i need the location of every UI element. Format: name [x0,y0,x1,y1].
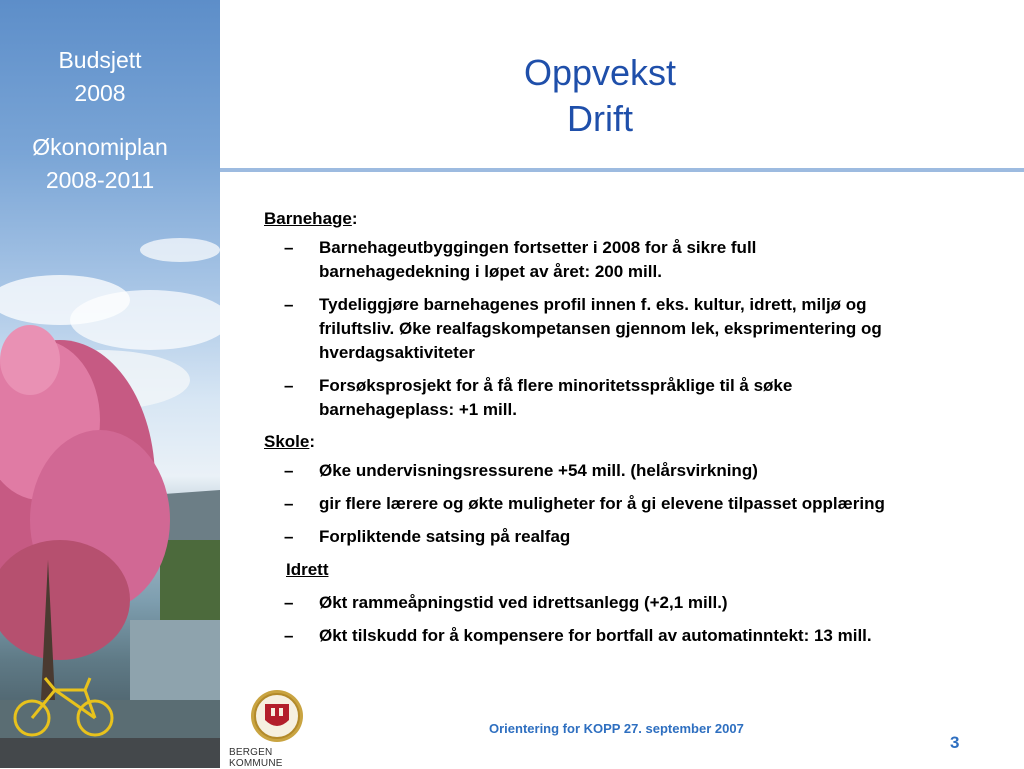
sidebar-subtitle-line-2: 2008-2011 [45,167,155,193]
list-item: – Øke undervisningsressurene +54 mill. (helårsvirkning) [264,459,994,483]
list-item: – Økt rammeåpningstid ved idrettsanlegg (+2,1 mill.) [264,591,994,615]
bullet-dash: – [284,593,294,612]
sidebar-subtitle-line-1: Økonomiplan [32,134,168,160]
bullet-dash: – [284,295,294,314]
slide-title-line-1: Oppvekst [523,52,677,93]
bullet-dash: – [284,527,294,546]
bullet-dash: – [284,626,294,645]
section-heading-barnehage: Barnehage: [264,209,358,228]
list-item: – Tydeliggjøre barnehagenes profil innen f. eks. kultur, idrett, miljø og friluftsliv. Øke realfagskompetansen gjennom lek, eksprimentering og hverdagsaktiviteter [284,295,882,362]
sidebar-title-line-2: 2008 [74,80,126,106]
bullet-dash: – [284,494,294,513]
title-divider [220,168,1024,172]
bullet-dash: – [284,238,294,257]
bullet-dash: – [284,376,294,395]
list-item: – Forpliktende satsing på realfag [264,525,994,549]
list-item: – Barnehageutbyggingen fortsetter i 2008 for å sikre full barnehagedekning i løpet av året: 200 mill. [284,238,757,281]
logo-label: BERGEN KOMMUNE [229,747,283,769]
list-item: – Økt tilskudd for å kompensere for bortfall av automatinntekt: 13 mill. [264,624,994,648]
slide-title-line-2: Drift [567,98,633,139]
sidebar-title-line-1: Budsjett [58,47,142,73]
footer-text: Orientering for KOPP 27. september 2007 [489,721,744,736]
list-item: – Forsøksprosjekt for å få flere minoritetsspråklige til å søke barnehageplass: +1 mill. [284,376,793,419]
slide-body [264,208,994,657]
list-item: – gir flere lærere og økte muligheter for å gi elevene tilpasset opplæring [264,492,994,516]
bullet-dash: – [284,461,294,480]
section-heading-skole: Skole: [264,432,316,451]
section-heading-idrett: Idrett [286,560,329,579]
page-number: 3 [950,733,960,752]
